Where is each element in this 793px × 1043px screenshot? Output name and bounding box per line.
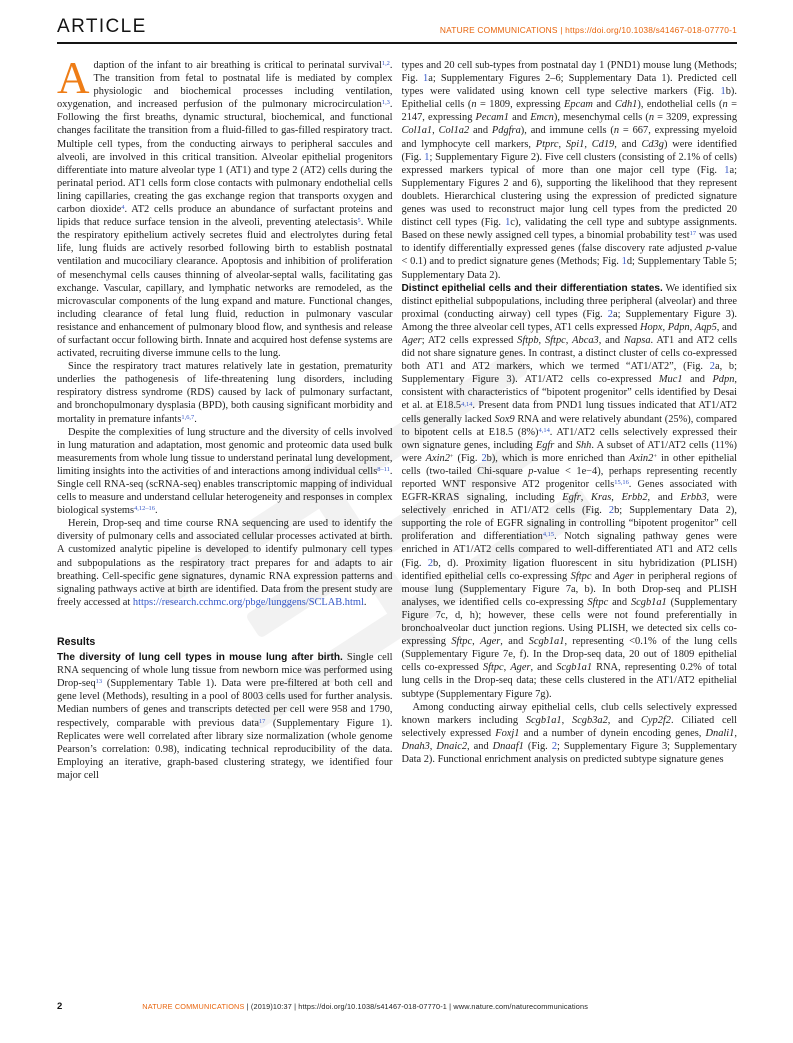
italic-term: Cdh1	[614, 99, 638, 111]
italic-term: Muc1	[658, 374, 683, 386]
italic-term: Spi1	[565, 138, 585, 150]
italic-term: Cyp2f2	[640, 714, 671, 726]
italic-term: Hopx	[639, 321, 663, 333]
italic-term: Sftpc	[544, 334, 566, 346]
citation-reference-link[interactable]: 1,2	[381, 60, 390, 68]
italic-term: Foxj1	[495, 727, 520, 739]
paragraph: Herein, Drop-seq and time course RNA sequencing are used to identify the diversity of pulmonary cells and associated cellular processes activated at birth. A customized analytic pipeline is developed to identify pulmonary cell types and subpopulations as the respiratory tract prepares for and adapts to air breathing. Cell-specific gene signatures, dynamic RNA expression patterns and signaling pathways active at birth are identified. Data from the present study are freely accessed at https://research.cchmc.org/pbge/lunggens/SCLAB.html.	[57, 518, 393, 608]
paragraph: Among conducting airway epithelial cells, club cells selectively expressed known markers including Scgb1a1, Scgb3a2, and Cyp2f2. Ciliated cell selectively expressed Foxj1 and a number of dynein encoding genes, Dnali1, Dnah3, Dnaic2, and Dnaaf1 (Fig. 2; Supplementary Figure 3; Supplementary Data 2). Functional enrichment analysis on predicted subtype signature genes	[401, 701, 737, 765]
italic-term: Scgb1a1	[630, 596, 667, 608]
hyperlink[interactable]: 2	[608, 505, 615, 517]
article-type-label: ARTICLE	[57, 16, 147, 37]
page-number: 2	[57, 1001, 63, 1012]
italic-term: Egfr	[535, 439, 555, 451]
italic-term: Pdgfra	[491, 125, 521, 137]
citation-reference-link[interactable]: 15,16	[614, 479, 629, 487]
subsection-paragraph: Distinct epithelial cells and their differentiation states. We identified six distinct epithelial subpopulations, including three peripheral (alveolar) and three proximal (conducting airway) cell types (Fig. 2a; Supplementary Figure 3). Among the three alveolar cell types, AT1 cells expressed Hopx, Pdpn, Aqp5, and Ager; AT2 cells expressed Sftpb, Sftpc, Abca3, and Napsa. AT1 and AT2 cells did not share signature genes. In contrast, a distinct cluster of cells co-expressed both AT1 and AT2 markers, which we termed “AT1/AT2”, (Fig. 2a, b; Supplementary Figure 3). AT1/AT2 cells co-expressed Muc1 and Pdpn, consistent with characteristics of “bipotent progenitor” cells identified by Desai et al. at E18.5$^{4,14}$. Present data from PND1 lung tissues indicated that AT1/AT2 cells generally lacked Sox9 RNA and were relatively abundant (25%), compared to bipotent cells at E18.5 (8%)$^{4,14}$. AT1/AT2 cells selectively expressed their own signature genes, including Egfr and Shh. A subset of AT1/AT2 cells (11%) were Axin2+ (Fig. 2b), which is more enriched than Axin2+ in other epithelial cells (two-tailed Chi-square p-value < 1e−4), perhaps representing recently reported WNT responsive AT2 progenitor cells$^{15,16}$. Genes associated with EGFR-KRAS signaling, including Egfr, Kras, Erbb2, and Erbb3, were selectively enriched in AT1/AT2 cells (Fig. 2b; Supplementary Data 2), supporting the role of EGFR signaling in controlling “bipotent progenitor” cell proliferation and differentiation$^{4,15}$. Notch signaling pathway genes were enriched in AT1/AT2 cells compared to well-differentiated AT1 and AT2 cells (Fig. 2b, d). Proximity ligation fluorescent in situ hybridization (PLISH) identified epithelial cells co-expressing Sftpc and Ager in peripheral regions of mouse lung (Supplementary Figure 7a, b). In both Drop-seq and PLISH analyses, we identified cells co-expressing Sftpc and Scgb1a1 (Supplementary Figure 7c, d, h); however, these cells were not found preferentially in bronchoalveolar duct junction regions. Using PLISH, we detected six cells co-expressing Sftpc, Ager, and Scgb1a1, representing <0.1% of the lung cells (Supplementary Figure 7e, f). In the Drop-seq data, 20 out of 1809 epithelial cells co-expressed Sftpc, Ager, and Scgb1a1 RNA, representing 0.2% of total lung cells in the Drop-seq data; these cells clustered in the AT1/AT2 epithelial subtype (Supplementary Figure 7g).	[401, 282, 737, 700]
italic-term: Sox9	[494, 413, 515, 425]
hyperlink[interactable]: 2	[427, 557, 434, 569]
hyperlink[interactable]: 1	[724, 164, 730, 176]
footer	[57, 1001, 737, 1012]
italic-term: Shh	[575, 439, 592, 451]
citation-reference-link[interactable]: 13	[95, 678, 103, 686]
italic-term: Ptprc	[535, 138, 559, 150]
italic-term: Emcn	[530, 112, 554, 124]
italic-term: n	[613, 125, 620, 137]
italic-term: Napsa	[623, 334, 651, 346]
italic-term: Epcam	[564, 99, 593, 111]
footer-journal-name: NATURE COMMUNICATIONS	[142, 1002, 245, 1011]
italic-term: Egfr	[562, 492, 581, 504]
italic-term: Scgb1a1	[556, 662, 593, 674]
italic-term: Sftpc	[587, 596, 609, 608]
italic-term: Dnah3	[401, 740, 430, 752]
hyperlink[interactable]: 1	[424, 151, 430, 163]
superscript: +	[449, 452, 454, 460]
subsection-heading: Distinct epithelial cells and their differentiation states.	[401, 282, 663, 294]
italic-term: Abca3	[572, 334, 599, 346]
italic-term: Axin2	[425, 452, 450, 464]
citation-reference-link[interactable]: 5	[357, 217, 361, 225]
italic-term: n	[722, 99, 728, 111]
citation-reference-link[interactable]: 4,14	[538, 426, 550, 434]
subsection-heading: The diversity of lung cell types in mouse lung after birth.	[57, 652, 343, 664]
italic-term: p	[528, 465, 534, 477]
superscript: +	[653, 452, 657, 460]
article-body	[57, 59, 737, 965]
hyperlink[interactable]: 2	[481, 452, 487, 464]
italic-term: Axin2	[629, 452, 654, 464]
italic-term: Dnaic2	[436, 740, 468, 752]
hyperlink[interactable]: 1	[423, 73, 429, 85]
subsection-paragraph: The diversity of lung cell types in mouse lung after birth. Single cell RNA sequencing of whole lung tissue from newborn mice was performed using Drop-seq$^{13}$ (Supplementary Table 1). Data were pre-filtered at both cell and gene level (Methods), resulting in a pool of 8003 cells used for further analysis. Median numbers of genes and transcripts detected per cell were 958 and 1790, respectively, comparable with previous data$^{17}$ (Supplementary Figure 1). Replicates were well correlated after library size normalization (whole genome Pearson’s correlation: 0.98), indicating technical reproducibility of the data. Employing an iterative, graph-based clustering strategy, we identified four major cell	[57, 652, 393, 781]
italic-term: Sftpc	[570, 570, 592, 582]
italic-term: Sftpb	[517, 334, 539, 346]
italic-term: Erbb2	[621, 492, 648, 504]
paragraph: types and 20 cell sub-types from postnatal day 1 (PND1) mouse lung (Methods; Fig. 1a; Supplementary Figures 2–6; Supplementary Data 1). Predicted cell types were validated using known cell type selective markers (Fig. 1b). Epithelial cells (n = 1809, expressing Epcam and Cdh1), endothelial cells (n = 2147, expressing Pecam1 and Emcn), mesenchymal cells (n = 3209, expressing Col1a1, Col1a2 and Pdgfra), and immune cells (n = 667, expressing myeloid and lymphocyte cell markers, Ptprc, Spi1, Cd19, and Cd3g) were identified (Fig. 1; Supplementary Figure 2). Five cell clusters (consisting of 2.1% of cells) expressed markers typical of more than one major cell type (Fig. 1a; Supplementary Figures 2 and 6), supporting the likelihood that they represent doublets. Hierarchical clustering using the expression of predicted signature genes was used to reconstruct major lung cell types from the predicted 20 distinct cell types (Fig. 1c), validating the cell type and subtype assignments. Based on these newly assigned cell types, a binomial probability test$^{17}$ was used to identify differentially expressed genes (false discovery rate adjusted p-value < 0.1) and to predict signature genes (Methods; Fig. 1d; Supplementary Table 5; Supplementary Data 2).	[401, 60, 737, 281]
italic-term: Ager	[401, 334, 422, 346]
drop-cap: A	[57, 59, 90, 103]
italic-term: Erbb3	[680, 492, 707, 504]
citation-reference-link[interactable]: 1,3	[381, 99, 390, 107]
italic-term: p	[705, 243, 712, 255]
italic-term: Col1a2	[438, 125, 470, 137]
journal-doi-header-link[interactable]: NATURE COMMUNICATIONS | https://doi.org/10.1038/s41467-018-07770-1	[439, 25, 737, 35]
italic-term: Col1a1	[401, 125, 433, 137]
italic-term: Cd19	[591, 138, 615, 150]
citation-reference-link[interactable]: 4,14	[461, 400, 473, 408]
paragraph: Adaption of the infant to air breathing is critical to perinatal survival$^{1,2}$. The transition from fetal to postnatal life is mediated by complex physiologic and biochemical processes including ventilation, oxygenation, and increased perfusion of the pulmonary microcirculation$^{1,3}$. Following the first breaths, dynamic structural, biochemical, and functional changes facilitate the transition from a fluid-filled to gas-filled respiratory tract. Multiple cell types, from the conducting airways to peripheral saccules and alveoli, are involved in this critical transition. Alveolar epithelial progenitors differentiate into mature alveolar type 1 (AT1) and type 2 (AT2) cells during the perinatal period. AT1 cells form close contacts with pulmonary endothelial cells lining capillaries, creating the gas exchange region that transports oxygen and carbon dioxide$^4$. AT2 cells produce an abundance of surfactant proteins and lipids that reduce surface tension in the alveoli, preventing atelectasis$^5$. While the respiratory epithelium actively secretes fluid and electrolytes during fetal life, lung fluids are actively resorbed following birth to establish postnatal ventilation and mucociliary clearance. Apoptosis and inhibition of proliferation of mesenchymal cells causes thinning of alveolar-septal walls, facilitating gas exchange. Vascular, capillary, and lymphatic networks are remodeled, as the microvascular components of the lung expand and mature. Functional changes, including clearance of fetal lung fluid, reduction in pulmonary vascular resistance and enhancement of pulmonary blood flow, and synthesis and release of surfactant occur following birth. Innate and acquired host defense systems are activated, recruiting diverse immune cells to the lung.	[57, 59, 393, 360]
hyperlink[interactable]: 2	[551, 740, 558, 752]
italic-term: Scgb1a1	[525, 714, 562, 726]
citation-reference-link[interactable]: 17	[689, 230, 697, 238]
italic-term: n	[471, 99, 477, 111]
italic-term: Scgb3a2	[572, 714, 608, 726]
header	[57, 16, 737, 44]
paragraph: Despite the complexities of lung structure and the diversity of cells involved in lung maturation and adaptation, most genomic and proteomic data used bulk measurements from whole lung tissue to understand perinatal lung development, limiting insights into the activities of and interactions among individual cells$^{8-11}$. Single cell RNA-seq (scRNA-seq) enables transcriptomic mapping of individual cells to measure and understand cellular heterogeneity and responses in complex biological systems$^{4,12-16}$.	[57, 426, 393, 517]
left-column	[57, 59, 393, 965]
citation-reference-link[interactable]: 1,6,7	[181, 413, 195, 421]
citation-reference-link[interactable]: 4,15	[542, 531, 555, 539]
italic-term: Aqp5	[694, 321, 717, 333]
hyperlink[interactable]: 1	[720, 86, 726, 98]
footer-citation[interactable]: | (2019)10:37 | https://doi.org/10.1038/s41467-018-07770-1 | www.nature.com/naturecommunications	[244, 1002, 589, 1011]
citation-reference-link[interactable]: 8–11	[377, 466, 390, 474]
hyperlink[interactable]: 1	[621, 256, 627, 268]
paragraph: Since the respiratory tract matures relatively late in gestation, prematurity underlies the pathogenesis of life-threatening lung disorders, including respiratory distress syndrome (RDS) caused by lack of pulmonary surfactant, and bronchopulmonary dysplasia (BPD), both causing significant morbidity and mortality in premature infants$^{1,6,7}$.	[57, 361, 393, 425]
italic-term: Sftpc	[482, 662, 504, 674]
footer-citation-line	[142, 1002, 588, 1011]
citation-reference-link[interactable]: 4	[121, 204, 125, 212]
italic-term: Pecam1	[475, 112, 509, 124]
italic-term: Ager	[480, 636, 501, 648]
italic-term: Ager	[510, 662, 531, 674]
italic-term: Ager	[613, 570, 634, 582]
italic-term: Pdpn	[667, 321, 690, 333]
italic-term: Scgb1a1	[528, 636, 565, 648]
italic-term: Dnali1	[705, 727, 735, 739]
hyperlink[interactable]: 2	[709, 361, 715, 373]
italic-term: Dnaaf1	[492, 740, 524, 752]
hyperlink[interactable]: 2	[607, 308, 613, 320]
hyperlink[interactable]: https://research.cchmc.org/pbge/lunggens/SCLAB.html	[132, 596, 364, 608]
italic-term: Kras	[591, 492, 612, 504]
section-heading: Results	[57, 635, 96, 648]
italic-term: n	[648, 112, 655, 124]
citation-reference-link[interactable]: 4,12–16	[134, 505, 155, 513]
right-column	[402, 59, 738, 965]
italic-term: Cd3g	[641, 138, 664, 150]
italic-term: Pdpn	[712, 374, 735, 386]
italic-term: Sftpc	[451, 636, 473, 648]
hyperlink[interactable]: 1	[505, 217, 511, 229]
citation-reference-link[interactable]: 17	[258, 717, 266, 725]
